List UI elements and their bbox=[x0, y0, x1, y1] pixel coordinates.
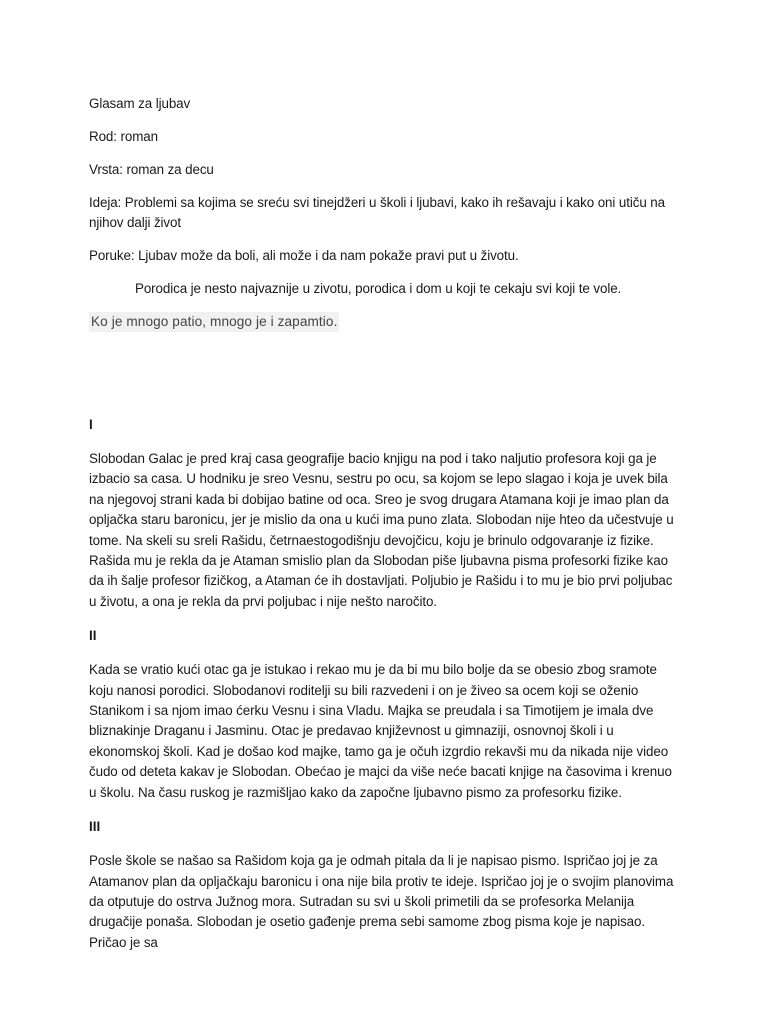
idea-line: Ideja: Problemi sa kojima se sreću svi tinejdžeri u školi i ljubavi, kako ih rešavaju i kako oni utiču na njihov dalji život bbox=[89, 195, 665, 230]
type-line: Vrsta: roman za decu bbox=[89, 162, 214, 177]
chapter-heading-1: I bbox=[89, 417, 93, 432]
section-spacer bbox=[89, 345, 682, 415]
quote-line bbox=[89, 312, 682, 332]
messages-line: Poruke: Ljubav može da boli, ali može i da nam pokaže pravi put u životu. bbox=[89, 248, 519, 263]
chapter-paragraph-2: Kada se vratio kući otac ga je istukao i rekao mu je da bi mu bilo bolje da se obesio zbog sramote koju nanosi porodici. Slobodanovi roditelji su bili razvedeni i on je živeo sa ocem koji se oženio Stanikom i sa njom imao ćerku Vesnu i sina Vladu. Majka se preudala i sa Timotijem je imala dve bliznakinje Draganu i Jasminu. Otac je predavao književnost u gimnaziji, osnovnoj školi i u ekonomskoj školi. Kad je došao kod majke, tamo ga je očuh izgrdio rekavši mu da nikada nije video čudo od deteta kakav je Slobodan. Obećao je majci da više neće bacati knjige na časovima i krenuo u školu. Na času ruskog je razmišljao kako da započne ljubavno pismo za profesorku fizike. bbox=[89, 662, 672, 800]
messages-line-2: Porodica je nesto najvaznije u zivotu, porodica i dom u koji te cekaju svi koji te vole. bbox=[135, 281, 622, 296]
genre-line: Rod: roman bbox=[89, 129, 158, 144]
document-title: Glasam za ljubav bbox=[89, 96, 191, 111]
chapter-paragraph-3: Posle škole se našao sa Rašidom koja ga je odmah pitala da li je napisao pismo. Ispričao joj je za Atamanov plan da opljačkaju baronicu i ona nije bila protiv te ideje. Ispričao joj je o svojim planovima da otputuje do ostrva Južnog mora. Sutradan su svi u školi primetili da se profesorka Melanija drugačije ponaša. Slobodan je osetio gađenje prema sebi samome zbog pisma koje je napisao. Pričao je sa bbox=[89, 853, 674, 950]
chapter-paragraph-1: Slobodan Galac je pred kraj casa geografije bacio knjigu na pod i tako naljutio profesora koji ga je izbacio sa casa. U hodniku je sreo Vesnu, sestru po ocu, sa kojom se lepo slagao i koja je uvek bila na njegovoj strani kada bi dobijao batine od oca. Sreo je svog drugara Atamana koji je imao plan da opljačka staru baronicu, jer je mislio da ona u kući ima puno zlata. Slobodan nije hteo da učestvuje u tome. Na skeli su sreli Rašidu, četrnaestogodišnju devojčicu, koju je brinulo odgovaranje iz fizike. Rašida mu je rekla da je Ataman smislio plan da Slobodan piše ljubavna pisma profesorki fizike kao da ih šalje profesor fizičkog, a Ataman će ih dostavljati. Poljubio je Rašidu i to mu je bio prvi poljubac u životu, a ona je rekla da prvi poljubac i nije nešto naročito. bbox=[89, 451, 674, 609]
quote-text: Ko je mnogo patio, mnogo je i zapamtio. bbox=[89, 312, 339, 332]
chapter-heading-3: III bbox=[89, 819, 101, 835]
chapter-heading-2: II bbox=[89, 628, 97, 644]
